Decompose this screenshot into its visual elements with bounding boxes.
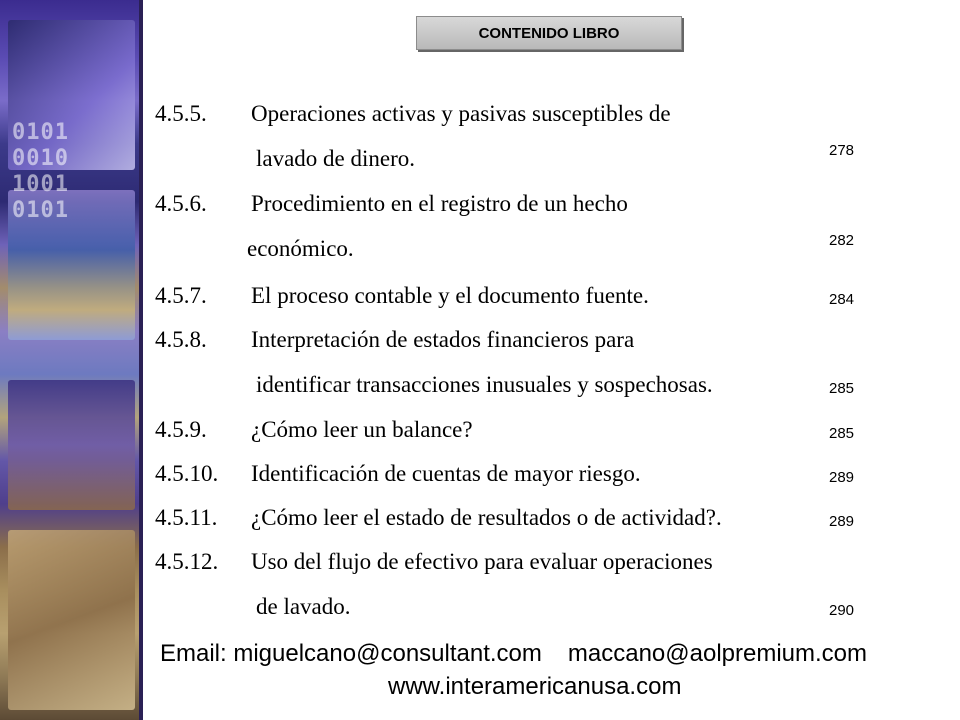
money-clock-photo (8, 530, 135, 710)
website-link[interactable]: www.interamericanusa.com (388, 673, 682, 700)
header-tab (416, 16, 682, 50)
email-link-primary[interactable]: miguelcano@consultant.com (233, 640, 542, 667)
email-label: Email: (160, 640, 227, 667)
binary-pattern: 0101 0010 1001 0101 (12, 120, 69, 223)
toc-page-number: 285 (829, 380, 855, 397)
toc-number: 4.5.10. (155, 461, 219, 486)
toc-page-number: 290 (829, 602, 855, 619)
toc-number: 4.5.11. (155, 505, 218, 530)
toc-number: 4.5.7. (155, 283, 207, 308)
toc-page-number: 278 (829, 142, 855, 159)
toc-page-number: 285 (829, 425, 855, 442)
toc-page-number: 282 (829, 232, 855, 249)
toc-text: Interpretación de estados financieros para (251, 327, 635, 352)
toc-page-number: 289 (829, 513, 855, 530)
footer-contact (160, 640, 950, 668)
toc-text: ¿Cómo leer el estado de resultados o de actividad?. (251, 505, 722, 530)
toc-page-number: 289 (829, 469, 855, 486)
toc-text: Uso del flujo de efectivo para evaluar operaciones (251, 549, 713, 574)
toc-text: lavado de dinero. (256, 146, 416, 171)
toc-text: El proceso contable y el documento fuente. (251, 283, 649, 308)
decorative-collage-image (0, 0, 143, 720)
toc-number: 4.5.6. (155, 191, 207, 216)
toc-number: 4.5.8. (155, 327, 207, 352)
toc-text: Operaciones activas y pasivas susceptibles de (251, 101, 671, 126)
meeting-photo (8, 380, 135, 510)
toc-page-number: 284 (829, 291, 855, 308)
toc-text: de lavado. (256, 594, 351, 619)
toc-text: identificar transacciones inusuales y sospechosas. (256, 372, 713, 397)
toc-number: 4.5.5. (155, 101, 207, 126)
toc-number: 4.5.9. (155, 417, 207, 442)
toc-text: económico. (247, 236, 354, 261)
toc-number: 4.5.12. (155, 549, 219, 574)
strip-edge (139, 0, 143, 720)
header-title: CONTENIDO LIBRO (478, 24, 620, 42)
toc-text: Procedimiento en el registro de un hecho (251, 191, 628, 216)
toc-text: Identificación de cuentas de mayor riesgo. (251, 461, 641, 486)
email-link-secondary[interactable]: maccano@aolpremium.com (567, 640, 868, 667)
toc-text: ¿Cómo leer un balance? (251, 417, 473, 442)
